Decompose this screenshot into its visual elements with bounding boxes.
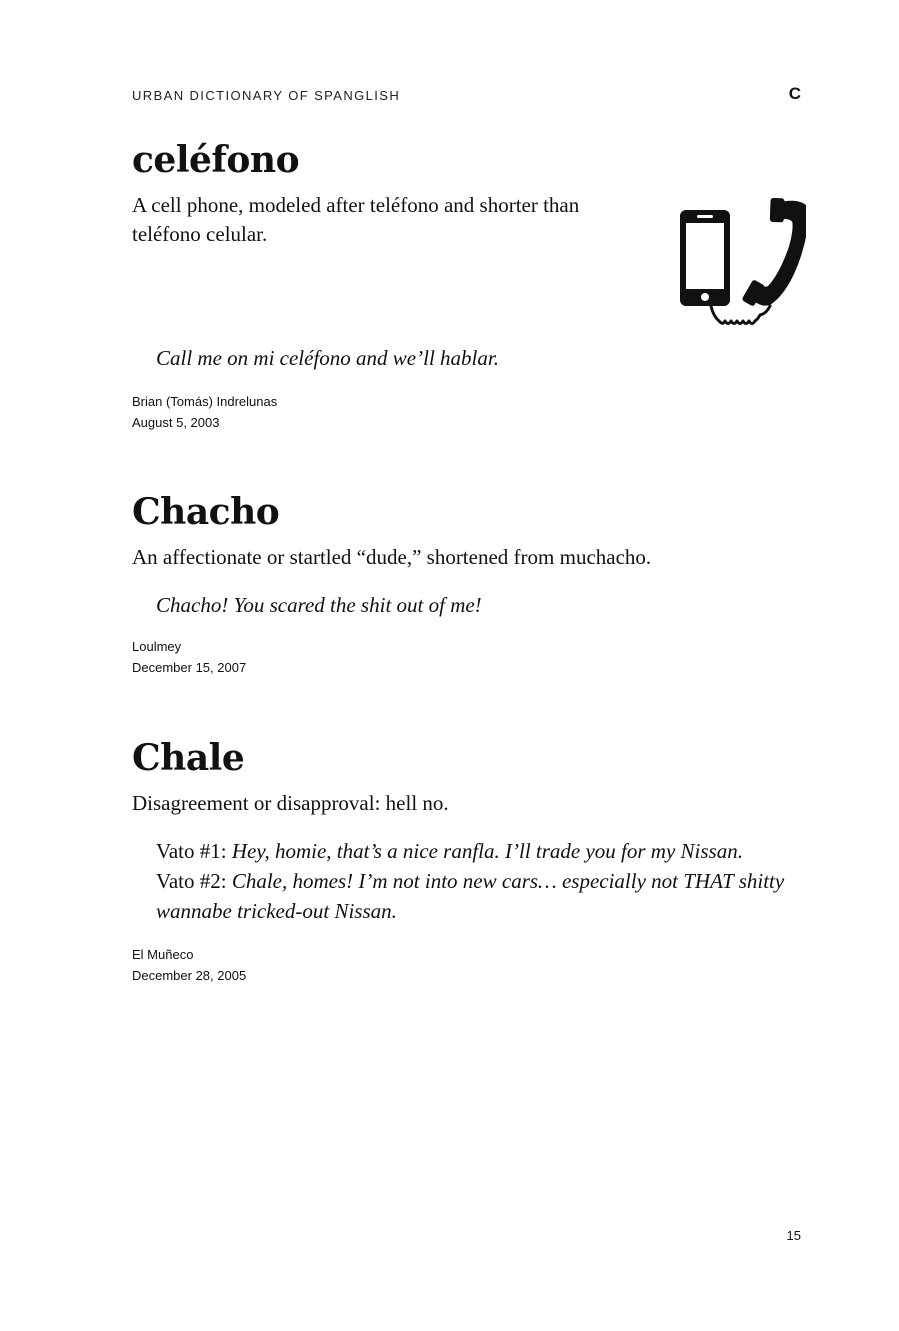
corded-cellphone-icon — [678, 198, 806, 338]
headword: celéfono — [132, 139, 300, 181]
page-number: 15 — [786, 1228, 801, 1243]
entry-date: December 15, 2007 — [132, 660, 247, 676]
entry-date: August 5, 2003 — [132, 415, 220, 431]
entry-author: Brian (Tomás) Indrelunas — [132, 394, 278, 410]
running-title: URBAN DICTIONARY OF SPANGLISH — [132, 88, 401, 103]
section-letter: C — [788, 84, 801, 103]
example-dialogue — [156, 836, 802, 926]
entry-author: Loulmey — [132, 639, 182, 655]
entry-author: El Muñeco — [132, 947, 194, 963]
speaker-label: Vato #2: — [156, 869, 227, 894]
speaker-label: Vato #1: — [156, 839, 227, 864]
headword: Chale — [132, 737, 245, 779]
entry-date: December 28, 2005 — [132, 968, 247, 984]
definition: Disagreement or disapproval: hell no. — [132, 791, 449, 816]
entry-chacho — [132, 492, 802, 678]
dialogue-line — [156, 836, 802, 866]
dialogue-line — [156, 866, 802, 926]
example-sentence: Call me on mi celéfono and we’ll hablar. — [156, 346, 499, 371]
headword: Chacho — [132, 491, 280, 533]
entry-chale — [132, 738, 802, 986]
dialogue-text: Chale, homes! I’m not into new cars… especially not THAT shitty wannabe tricked-out Nissan. — [156, 869, 785, 924]
dialogue-text: Hey, homie, that’s a nice ranfla. I’ll trade you for my Nissan. — [226, 839, 743, 864]
example-sentence: Chacho! You scared the shit out of me! — [156, 593, 482, 618]
definition: A cell phone, modeled after teléfono and shorter than teléfono celular. — [132, 193, 580, 247]
definition: An affectionate or startled “dude,” shortened from muchacho. — [132, 545, 652, 570]
